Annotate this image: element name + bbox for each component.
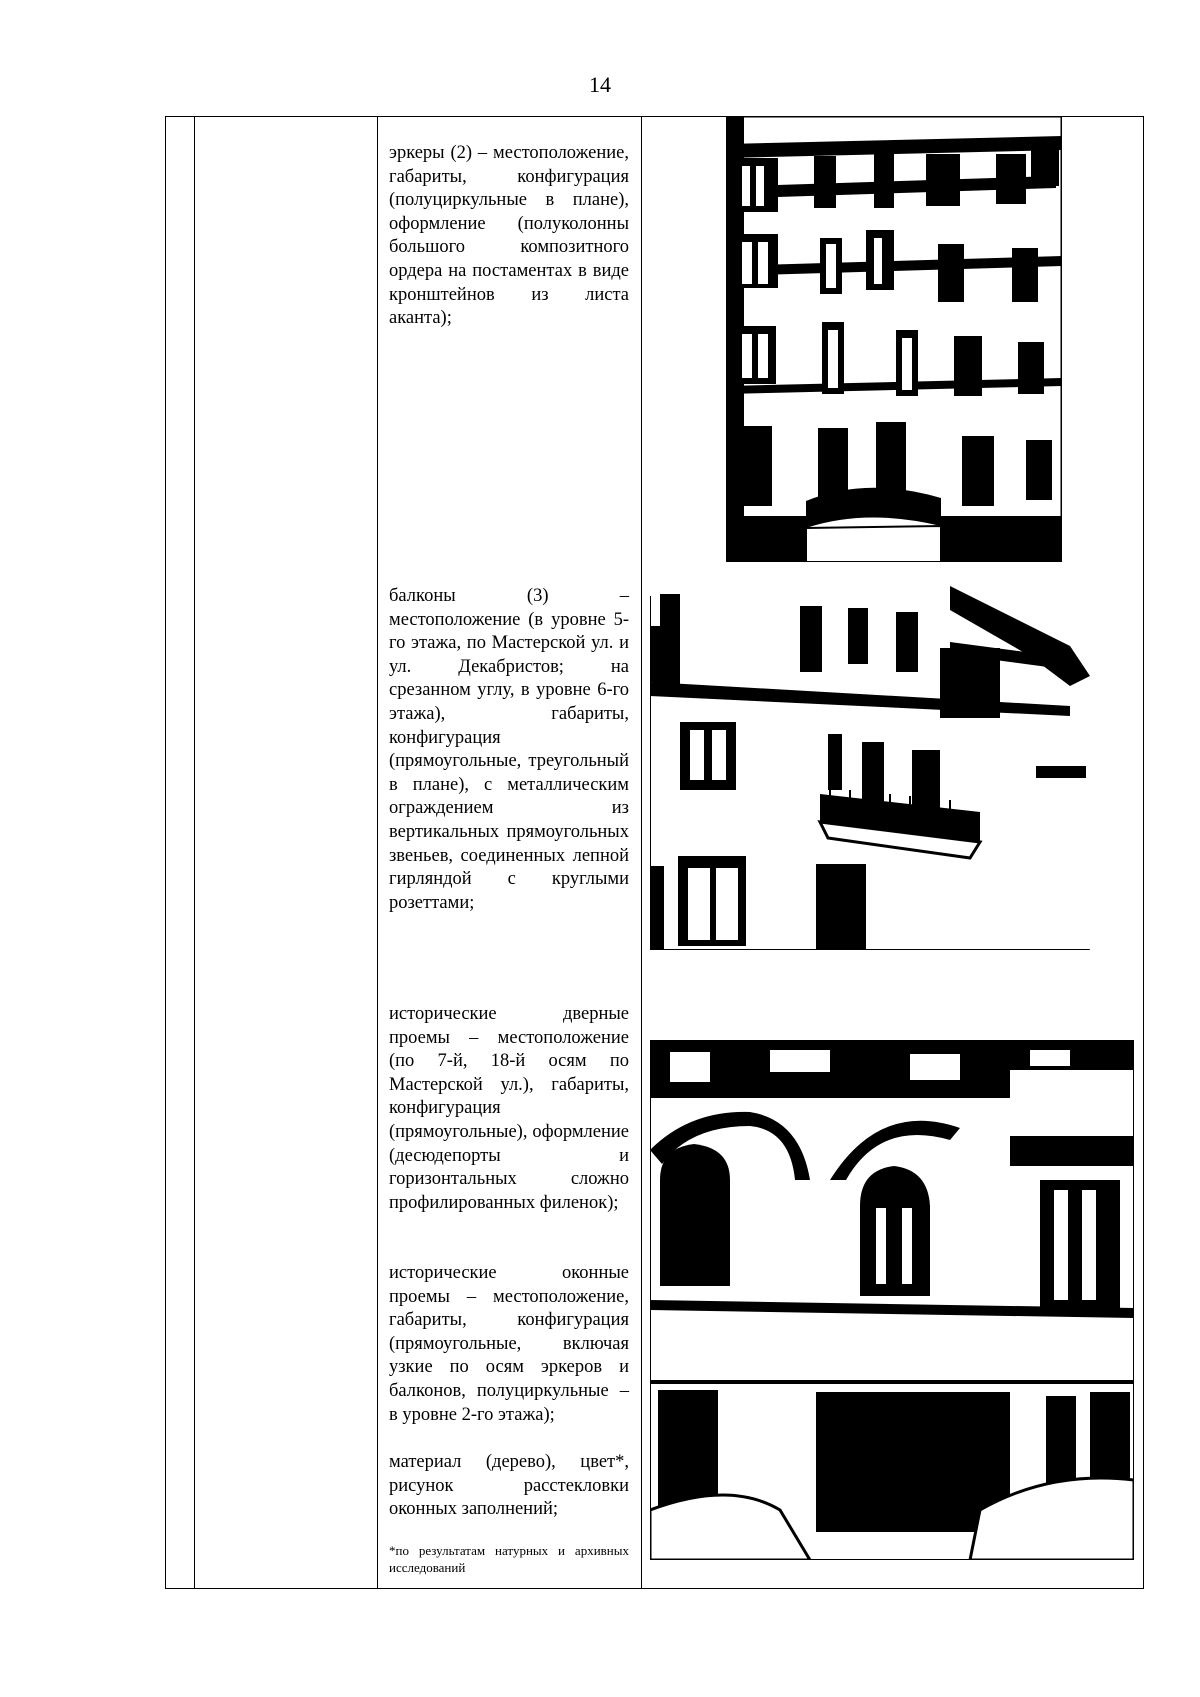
description-door-openings xyxy=(389,1003,629,1215)
description-text: материал (дерево), цвет*, рисунок расстекловки оконных заполнений; xyxy=(389,1452,629,1520)
description-window-openings xyxy=(389,1262,629,1427)
description-balkony xyxy=(389,585,629,915)
page-number: 14 xyxy=(589,72,611,97)
description-text: исторические дверные проемы – местоположение (по 7-й, 18-й осям по Мастерской ул.), габариты, конфигурация (прямоугольные), оформление (десюдепорты и горизонтальных сложно профилированных филенок); xyxy=(389,1004,629,1213)
column-divider-3 xyxy=(641,117,642,1588)
photo-balkony xyxy=(650,586,1122,950)
description-text: эркеры (2) – местоположение, габариты, конфигурация (полуциркульные в плане), оформление (полуколонны большого композитного ордера на постаментах в виде кронштейнов из листа аканта); xyxy=(389,143,629,329)
description-window-material xyxy=(389,1451,629,1522)
photo-erkery xyxy=(726,116,1062,562)
footnote: *по результатам натурных и архивных исследований xyxy=(389,1543,629,1575)
description-erkery xyxy=(389,142,629,331)
photo-door-window-openings xyxy=(650,1040,1134,1560)
description-text: балконы (3) – местоположение (в уровне 5-го этажа, по Мастерской ул. и ул. Декабристов; на срезанном углу, в уровне 6-го этажа), габариты, конфигурация (прямоугольные, треугольный в плане), с металлическим ограждением из вертикальных прямоугольных звеньев, соединенных лепной гирляндой с круглыми розеттами; xyxy=(389,586,629,913)
column-divider-2 xyxy=(377,117,378,1588)
description-text: исторические оконные проемы – местоположение, габариты, конфигурация (прямоугольные, включая узкие по осям эркеров и балконов, полуциркульные – в уровне 2-го этажа); xyxy=(389,1263,629,1425)
column-divider-1 xyxy=(194,117,195,1588)
